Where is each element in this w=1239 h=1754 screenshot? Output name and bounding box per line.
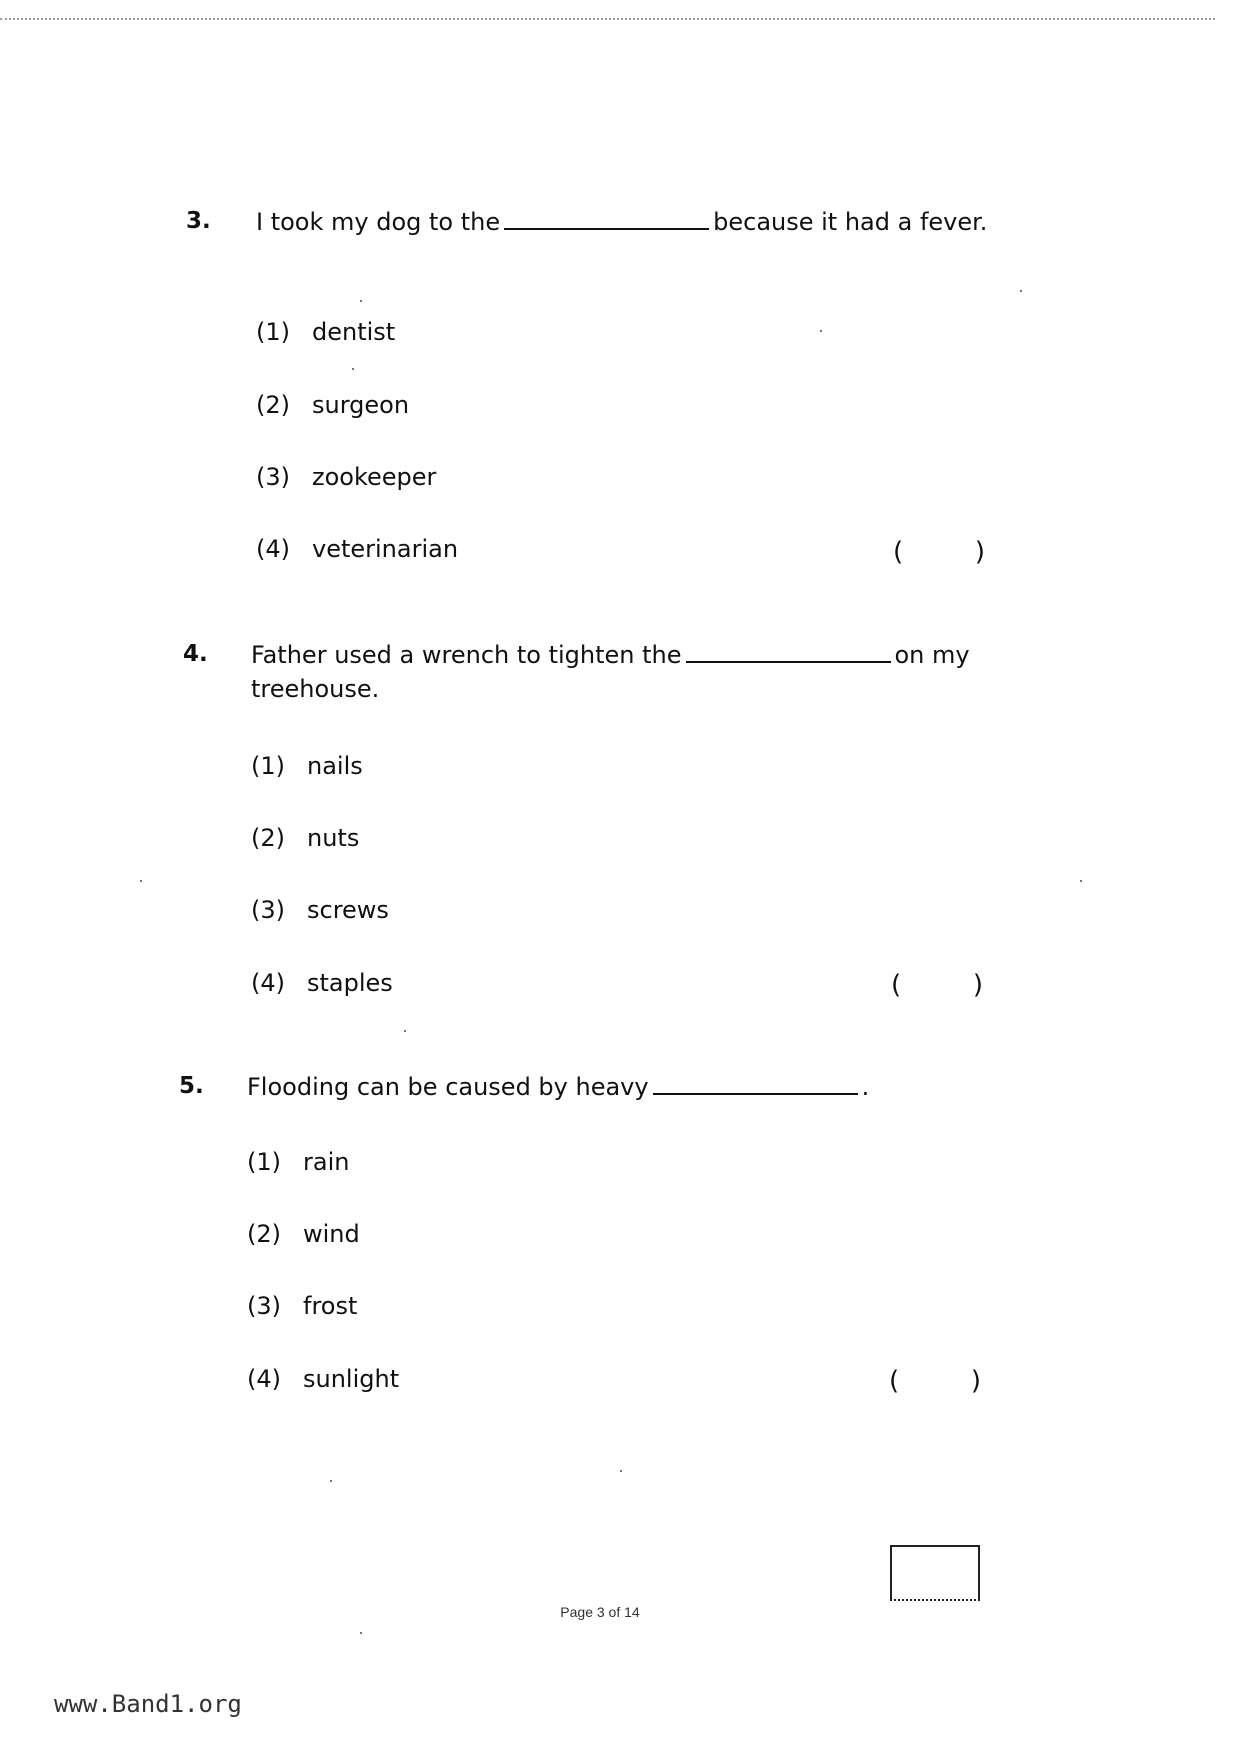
question-number: 3.: [186, 208, 211, 234]
option-4[interactable]: [247, 1365, 399, 1393]
option-label: sunlight: [303, 1365, 400, 1393]
option-number: (3): [247, 1292, 281, 1320]
bracket-close: ): [972, 970, 983, 1000]
option-3[interactable]: [256, 463, 436, 491]
bracket-open: (: [893, 537, 904, 567]
option-label: veterinarian: [312, 535, 459, 563]
question-text-after: .: [861, 1073, 870, 1101]
question-text: [251, 638, 996, 706]
answer-blank: [653, 1071, 858, 1095]
option-number: (4): [247, 1365, 281, 1393]
question-text-before: Flooding can be caused by heavy: [247, 1073, 649, 1101]
answer-bracket[interactable]: [891, 970, 983, 1000]
scan-speck: [330, 1480, 332, 1482]
score-box[interactable]: [890, 1545, 980, 1601]
page-number: Page 3 of 14: [560, 1604, 640, 1620]
scan-speck: [1020, 290, 1022, 292]
question-text: [256, 205, 996, 239]
option-2[interactable]: [256, 391, 409, 419]
scan-speck: [820, 330, 822, 332]
option-number: (1): [251, 752, 285, 780]
watermark: www.Band1.org: [54, 1690, 242, 1718]
option-label: screws: [307, 896, 389, 924]
option-label: frost: [303, 1292, 358, 1320]
answer-bracket[interactable]: [889, 1366, 981, 1396]
bracket-open: (: [889, 1366, 900, 1396]
question-number: 4.: [183, 641, 208, 667]
option-number: (2): [247, 1220, 281, 1248]
option-label: staples: [307, 969, 393, 997]
scan-speck: [140, 880, 142, 882]
option-label: zookeeper: [312, 463, 437, 491]
option-number: (2): [256, 391, 290, 419]
bracket-close: ): [970, 1366, 981, 1396]
question-text-before: Father used a wrench to tighten the: [251, 641, 682, 669]
option-4[interactable]: [251, 969, 393, 997]
option-2[interactable]: [251, 824, 359, 852]
scan-speck: [404, 1030, 406, 1032]
scan-top-edge: [0, 18, 1215, 20]
option-1[interactable]: [247, 1148, 349, 1176]
scan-speck: [620, 1470, 622, 1472]
question-text-after: because it had a fever.: [713, 208, 988, 236]
answer-blank: [686, 639, 891, 663]
answer-blank: [504, 206, 709, 230]
option-label: surgeon: [312, 391, 410, 419]
option-number: (4): [256, 535, 290, 563]
option-number: (2): [251, 824, 285, 852]
option-label: rain: [303, 1148, 350, 1176]
option-label: dentist: [312, 318, 396, 346]
option-3[interactable]: [247, 1292, 357, 1320]
option-1[interactable]: [256, 318, 395, 346]
option-1[interactable]: [251, 752, 363, 780]
question-number: 5.: [179, 1073, 204, 1099]
scan-speck: [360, 300, 362, 302]
option-number: (1): [256, 318, 290, 346]
option-label: nuts: [307, 824, 360, 852]
scan-speck: [352, 368, 354, 370]
option-number: (3): [256, 463, 290, 491]
bracket-open: (: [891, 970, 902, 1000]
bracket-close: ): [974, 537, 985, 567]
option-4[interactable]: [256, 535, 458, 563]
answer-bracket[interactable]: [893, 537, 985, 567]
option-2[interactable]: [247, 1220, 360, 1248]
question-text: [247, 1070, 992, 1104]
option-number: (4): [251, 969, 285, 997]
option-number: (3): [251, 896, 285, 924]
option-label: nails: [307, 752, 363, 780]
scan-speck: [1080, 880, 1082, 882]
option-3[interactable]: [251, 896, 389, 924]
question-text-after: on my treehouse.: [251, 641, 970, 703]
question-text-before: I took my dog to the: [256, 208, 501, 236]
option-number: (1): [247, 1148, 281, 1176]
scan-speck: [360, 1632, 362, 1634]
option-label: wind: [303, 1220, 360, 1248]
